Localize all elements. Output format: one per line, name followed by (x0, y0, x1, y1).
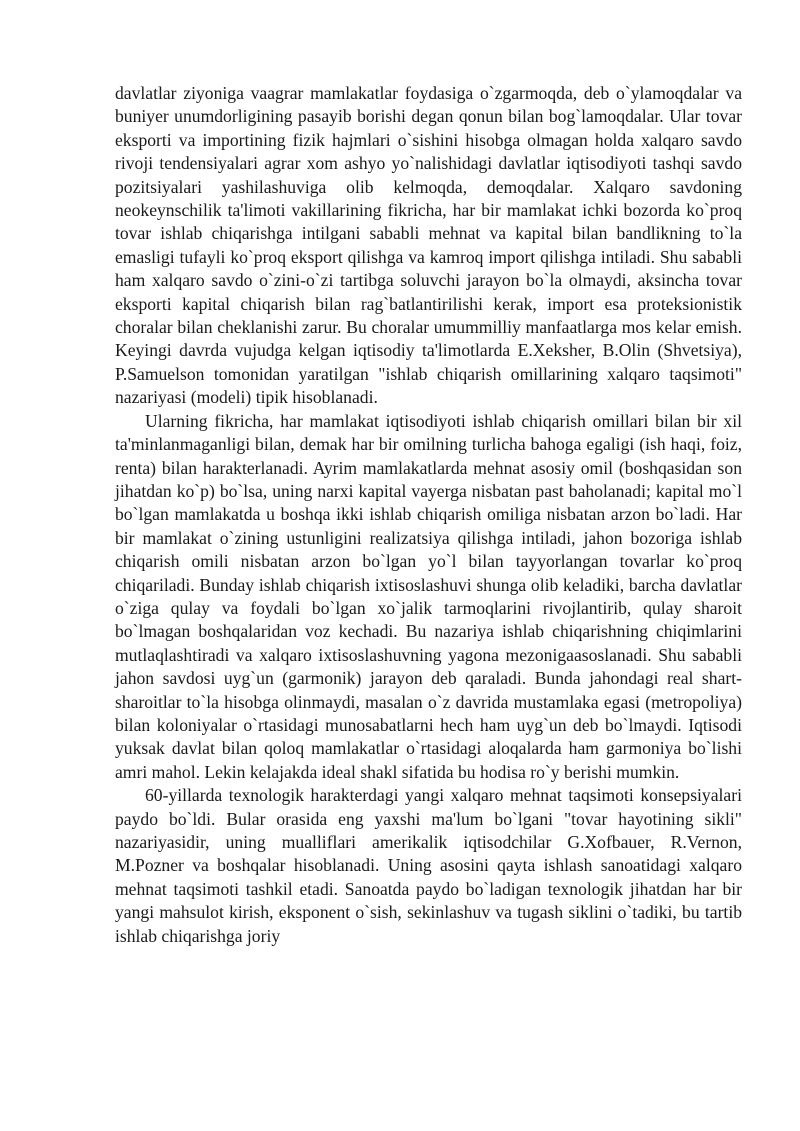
document-page (115, 82, 742, 948)
paragraph-2: Ularning fikricha, har mamlakat iqtisodiyoti ishlab chiqarish omillari bilan bir xil ta'minlanmaganligi bilan, demak har bir omilning turlicha bahoga egaligi (ish haqi, foiz, renta) bilan harakterlanadi. Ayrim mamlakatlarda mehnat asosiy omil (boshqasidan son jihatdan ko`p) bo`lsa, uning narxi kapital vayerga nisbatan past baholanadi; kapital mo`l bo`lgan mamlakatda u boshqa ikki ishlab chiqarish omiliga nisbatan arzon bo`ladi. Har bir mamlakat o`zining ustunligini realizatsiya qilishga intiladi, jahon bozoriga ishlab chiqarish omili nisbatan arzon bo`lgan yo`l bilan tayyorlangan tovarlar ko`proq chiqariladi. Bunday ishlab chiqarish ixtisoslashuvi shunga olib keladiki, barcha davlatlar o`ziga qulay va foydali bo`lgan xo`jalik tarmoqlarini rivojlantirib, qulay sharoit bo`lmagan boshqalaridan voz kechadi. Bu nazariya ishlab chiqarishning chiqimlarini mutlaqlashtiradi va xalqaro ixtisoslashuvning yagona mezonigaasoslanadi. Shu sababli jahon savdosi uyg`un (garmonik) jarayon deb qaraladi. Bunda jahondagi real shart-sharoitlar to`la hisobga olinmaydi, masalan o`z davrida mustamlaka egasi (metropoliya) bilan koloniyalar o`rtasidagi munosabatlarni hech ham uyg`un deb bo`lmaydi. Iqtisodi yuksak davlat bilan qoloq mamlakatlar o`rtasidagi aloqalarda ham garmoniya bo`lishi amri mahol. Lekin kelajakda ideal shakl sifatida bu hodisa ro`y berishi mumkin. (115, 410, 742, 782)
paragraph-1: davlatlar ziyoniga vaagrar mamlakatlar foydasiga o`zgarmoqda, deb o`ylamoqdalar va buniyer unumdorligining pasayib borishi degan qonun bilan bog`lamoqdalar. Ular tovar eksporti va importining fizik hajmlari o`sishini hisobga olmagan holda xalqaro savdo rivoji tendensiyalari agrar xom ashyo yo`nalishidagi davlatlar iqtisodiyoti tashqi savdo pozitsiyalari yashilashuviga olib kelmoqda, demoqdalar. Xalqaro savdoning neokeynschilik ta'limoti vakillarining fikricha, har bir mamlakat ichki bozorda ko`proq tovar ishlab chiqarishga intilgani sababli mehnat va kapital bilan bandlikning to`la emasligi tufayli ko`proq eksport qilishga va kamroq import qilishga intiladi. Shu sababli ham xalqaro savdo o`zini-o`zi tartibga soluvchi jarayon bo`la olmaydi, aksincha tovar eksporti kapital chiqarish bilan rag`batlantirilishi kerak, import esa proteksionistik choralar bilan cheklanishi zarur. Bu choralar umummilliy manfaatlarga mos kelar emish. Keyingi davrda vujudga kelgan iqtisodiy ta'limotlarda E.Xeksher, B.Olin (Shvetsiya), P.Samuelson tomonidan yaratilgan "ishlab chiqarish omillarining xalqaro taqsimoti" nazariyasi (modeli) tipik hisoblanadi. (115, 83, 742, 408)
paragraph-3: 60-yillarda texnologik harakterdagi yangi xalqaro mehnat taqsimoti konsepsiyalari paydo bo`ldi. Bular orasida eng yaxshi ma'lum bo`lgani "tovar hayotining sikli" nazariyasidir, uning mualliflari amerikalik iqtisodchilar G.Xofbauer, R.Vernon, M.Pozner va boshqalar hisoblanadi. Uning asosini qayta ishlash sanoatidagi xalqaro mehnat taqsimoti tashkil etadi. Sanoatda paydo bo`ladigan texnologik jihatdan har bir yangi mahsulot kirish, eksponent o`sish, sekinlashuv va tugash siklini o`tadiki, bu tartib ishlab chiqarishga joriy (115, 785, 742, 946)
